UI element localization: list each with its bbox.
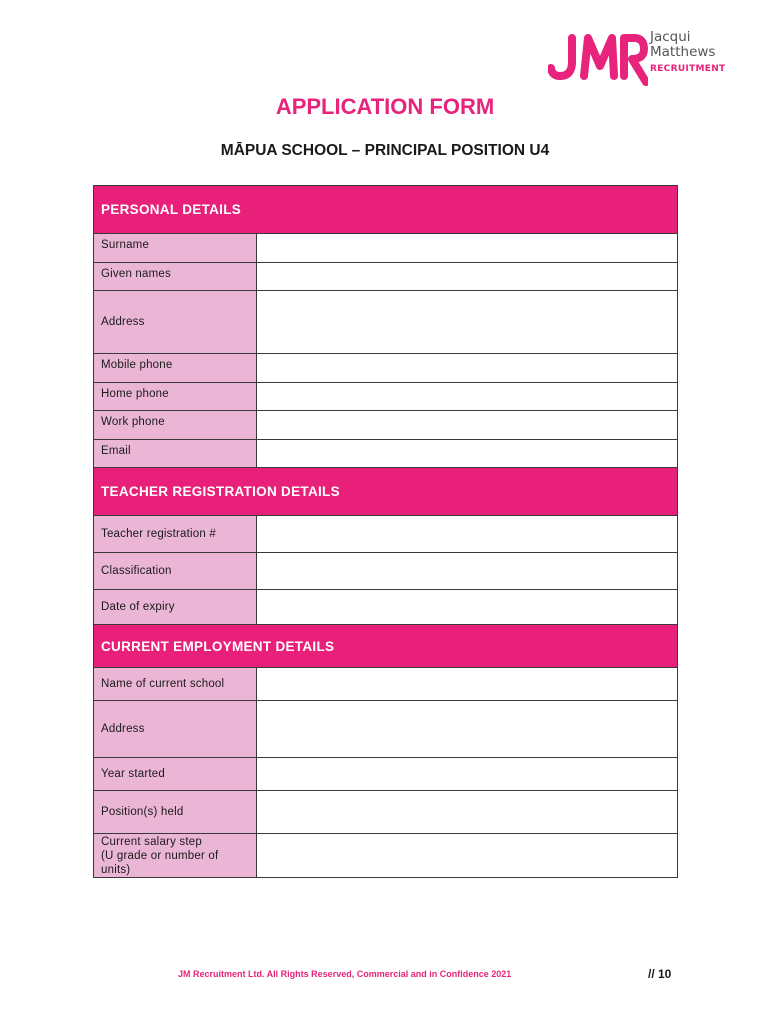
mobile-phone-field[interactable] bbox=[257, 354, 678, 383]
current-school-field[interactable] bbox=[257, 668, 678, 701]
salary-step-field[interactable] bbox=[257, 834, 678, 878]
home-phone-field[interactable] bbox=[257, 383, 678, 411]
field-label-surname: Surname bbox=[94, 234, 257, 263]
classification-field[interactable] bbox=[257, 553, 678, 590]
field-label-teacher-registration: Teacher registration # bbox=[94, 516, 257, 553]
field-label-employment-address: Address bbox=[94, 701, 257, 758]
section-current-employment bbox=[94, 625, 678, 668]
address-field[interactable] bbox=[257, 291, 678, 354]
field-label-year-started: Year started bbox=[94, 758, 257, 791]
section-heading: PERSONAL DETAILS bbox=[94, 186, 678, 234]
salary-label-line2: (U grade or number of bbox=[101, 850, 219, 862]
positions-held-field[interactable] bbox=[257, 791, 678, 834]
teacher-registration-field[interactable] bbox=[257, 516, 678, 553]
field-label-given-names: Given names bbox=[94, 263, 257, 291]
form-row bbox=[94, 234, 678, 263]
form-row bbox=[94, 758, 678, 791]
form-row bbox=[94, 291, 678, 354]
page-subtitle: MĀPUA SCHOOL – PRINCIPAL POSITION U4 bbox=[220, 142, 550, 159]
field-label-classification: Classification bbox=[94, 553, 257, 590]
company-logo bbox=[548, 30, 728, 90]
logo-line1: Jacqui bbox=[650, 29, 691, 45]
salary-label-line3: units) bbox=[101, 864, 131, 876]
section-personal-details bbox=[94, 186, 678, 234]
field-label-date-of-expiry: Date of expiry bbox=[94, 590, 257, 625]
form-row bbox=[94, 354, 678, 383]
form-row bbox=[94, 411, 678, 440]
page-title: APPLICATION FORM bbox=[275, 94, 495, 119]
section-teacher-registration bbox=[94, 468, 678, 516]
date-of-expiry-field[interactable] bbox=[257, 590, 678, 625]
field-label-email: Email bbox=[94, 440, 257, 468]
field-label-mobile-phone: Mobile phone bbox=[94, 354, 257, 383]
surname-field[interactable] bbox=[257, 234, 678, 263]
employment-address-field[interactable] bbox=[257, 701, 678, 758]
form-row bbox=[94, 701, 678, 758]
given-names-field[interactable] bbox=[257, 263, 678, 291]
form-row bbox=[94, 590, 678, 625]
section-heading: TEACHER REGISTRATION DETAILS bbox=[94, 468, 678, 516]
salary-label-line1: Current salary step bbox=[101, 836, 202, 848]
form-row bbox=[94, 553, 678, 590]
logo-line2: Matthews bbox=[650, 44, 716, 60]
field-label-positions-held: Position(s) held bbox=[94, 791, 257, 834]
logo-wordmark bbox=[650, 30, 726, 77]
email-field[interactable] bbox=[257, 440, 678, 468]
field-label-home-phone: Home phone bbox=[94, 383, 257, 411]
logo-line3: RECRUITMENT bbox=[650, 64, 726, 74]
page-number: // 10 bbox=[648, 967, 672, 981]
form-row bbox=[94, 791, 678, 834]
form-row bbox=[94, 834, 678, 878]
field-label-address: Address bbox=[94, 291, 257, 354]
work-phone-field[interactable] bbox=[257, 411, 678, 440]
form-row bbox=[94, 516, 678, 553]
field-label-current-school: Name of current school bbox=[94, 668, 257, 701]
form-row bbox=[94, 263, 678, 291]
form-row bbox=[94, 440, 678, 468]
form-row bbox=[94, 668, 678, 701]
year-started-field[interactable] bbox=[257, 758, 678, 791]
field-label-salary-step bbox=[94, 834, 257, 878]
footer-copyright: JM Recruitment Ltd. All Rights Reserved, Commercial and in Confidence 2021 bbox=[178, 969, 512, 979]
application-form-table bbox=[93, 185, 678, 878]
form-row bbox=[94, 383, 678, 411]
jmr-logo-mark-icon bbox=[548, 32, 648, 86]
section-heading: CURRENT EMPLOYMENT DETAILS bbox=[94, 625, 678, 668]
field-label-work-phone: Work phone bbox=[94, 411, 257, 440]
